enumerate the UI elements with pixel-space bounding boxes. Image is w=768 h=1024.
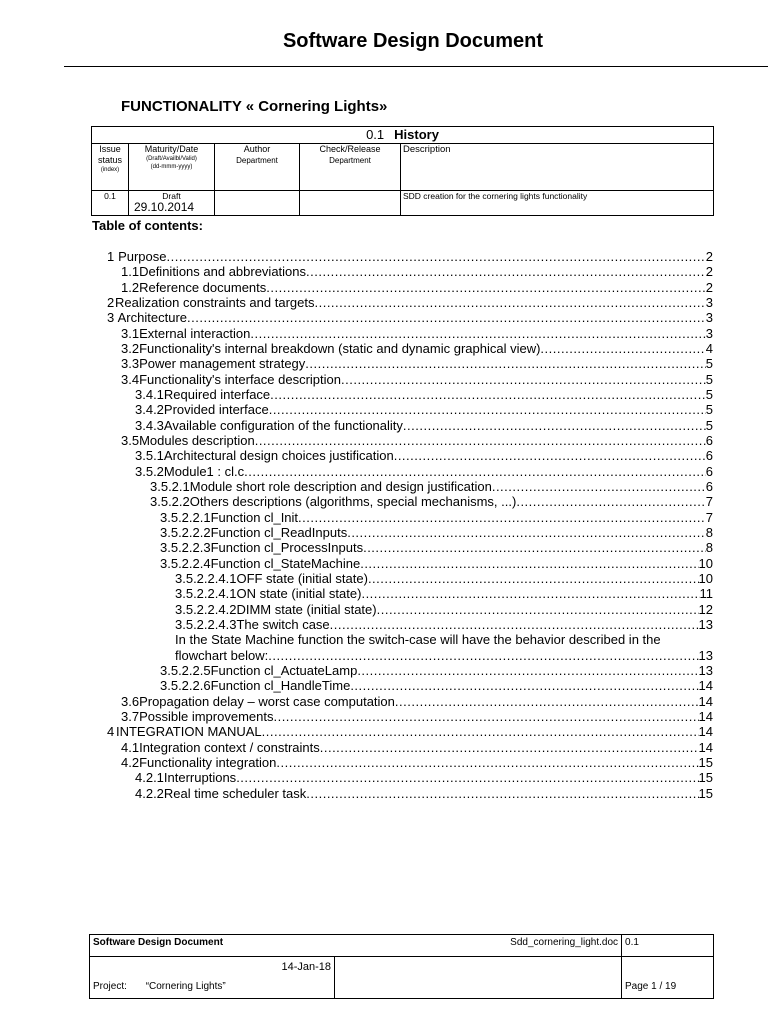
toc-entry-page: 13 (698, 616, 713, 632)
header-check-label: Check/Release (319, 144, 381, 154)
toc-leader-dots (236, 770, 698, 785)
toc-entry[interactable] (175, 571, 713, 586)
toc-entry-page: 5 (705, 402, 713, 418)
toc-entry-page: 13 (698, 647, 713, 663)
toc-entry-title: Definitions and abbreviations (139, 264, 307, 280)
toc-leader-dots (244, 464, 706, 479)
toc-leader-dots (394, 448, 706, 463)
toc-entry[interactable] (160, 540, 713, 555)
toc-entry-number: 3.5.2.2.6 (160, 678, 211, 694)
toc-entry[interactable] (160, 678, 713, 693)
toc-entry-number: 3.5.2.2.3 (160, 540, 211, 556)
toc-entry[interactable] (121, 356, 713, 371)
toc-leader-dots (360, 556, 698, 571)
toc-leader-dots (357, 663, 698, 678)
toc-entry-title: Required interface (163, 386, 271, 402)
toc-entry-number: 1 (107, 249, 115, 264)
toc-entry-page: 5 (705, 371, 713, 387)
toc-entry-title: Provided interface (163, 402, 269, 418)
header-maturity-sub2: (dd-mmm-yyyy) (150, 164, 193, 170)
toc-entry-page: 5 (705, 386, 713, 402)
toc-entry[interactable] (135, 418, 713, 433)
toc-entry[interactable] (121, 280, 713, 295)
toc-entry-number: 3.4 (121, 371, 140, 387)
toc-entry-title: Architecture (117, 310, 188, 326)
toc-leader-dots (187, 310, 706, 325)
toc-entry-page: 2 (705, 264, 713, 280)
row-description: SDD creation for the cornering lights functionality (401, 191, 714, 216)
header-check (300, 144, 401, 191)
toc-entry[interactable] (121, 755, 713, 770)
toc-entry-number: 3.5.2.2.4.1 (175, 570, 237, 586)
toc-entry[interactable] (121, 372, 713, 387)
toc-leader-dots (268, 648, 698, 663)
toc-entry-title: Architectural design choices justification (163, 448, 394, 464)
toc-entry-title: Function cl_Init (210, 509, 299, 525)
toc-entry-number: 3.6 (121, 693, 140, 709)
toc-entry-number: 3.5.2.2.4.2 (175, 601, 237, 617)
toc-leader-dots (305, 356, 705, 371)
toc-entry-number: 3.1 (121, 325, 140, 341)
toc-leader-dots (377, 602, 699, 617)
header-author-sub: Department (236, 156, 278, 165)
toc-entry-page: 3 (705, 325, 713, 341)
toc-entry-page: 2 (705, 249, 713, 264)
toc-entry[interactable] (135, 786, 713, 801)
toc-leader-dots (273, 709, 698, 724)
toc-entry-page: 10 (698, 570, 713, 586)
toc-entry-page: 4 (705, 340, 713, 356)
toc-leader-dots (341, 372, 706, 387)
toc-entry-title: OFF state (initial state) (236, 570, 368, 586)
toc-entry-page: 5 (705, 417, 713, 433)
toc-leader-dots (306, 786, 698, 801)
toc-entry-title: ON state (initial state) (236, 586, 362, 602)
header-issue-label: Issue status (97, 144, 122, 165)
toc-entry[interactable] (150, 494, 713, 509)
toc-leader-dots (361, 586, 699, 601)
toc-leader-dots (262, 724, 699, 739)
toc-leader-dots (492, 479, 706, 494)
toc-entry[interactable] (121, 740, 713, 755)
footer-page: Page 1 / 19 (622, 957, 714, 999)
footer-version: 0.1 (622, 935, 714, 957)
footer-title-cell (90, 935, 622, 957)
toc-entry-number: 3.5.2.2.2 (160, 524, 211, 540)
toc-entry[interactable] (107, 724, 713, 739)
toc-leader-dots (255, 433, 706, 448)
toc-entry-title: Module1 : cl.c (163, 463, 245, 479)
toc-entry-page: 15 (698, 754, 713, 770)
toc-entry-page: 11 (699, 586, 713, 602)
footer-filename: Sdd_cornering_light.doc (510, 937, 619, 948)
header-check-sub: Department (329, 156, 371, 165)
toc-entry-page: 14 (698, 693, 713, 709)
toc-entry-page: 7 (705, 509, 713, 525)
toc-entry-number: 4.2.2 (135, 785, 164, 801)
title-divider (64, 66, 768, 67)
toc-entry-title: Function cl_ActuateLamp (210, 662, 358, 678)
toc-leader-dots (306, 264, 706, 279)
toc-entry-page: 2 (705, 279, 713, 295)
header-maturity-sub1: (Draft/Availbl/Valid) (146, 156, 197, 162)
footer-empty-cell (335, 957, 622, 999)
toc-entry-number: 4.1 (121, 739, 140, 755)
toc-entry-number: 3.5 (121, 432, 140, 448)
toc-entry[interactable] (160, 510, 713, 525)
toc-entry-title: The switch case (236, 616, 330, 632)
toc-entry-title: Reference documents (139, 279, 267, 295)
toc-entry-page: 3 (705, 294, 713, 310)
header-issue-sub: (index) (100, 167, 120, 173)
toc-entry-title: flowchart below: (175, 647, 269, 663)
history-title-cell (92, 127, 714, 144)
toc-entry-number: 3.5.2.2.1 (160, 509, 211, 525)
toc-leader-dots (363, 540, 706, 555)
toc-leader-dots (266, 280, 706, 295)
toc-entry-page: 5 (705, 356, 713, 372)
row-author (215, 191, 300, 216)
header-description: Description (401, 144, 714, 191)
toc-entry[interactable] (175, 617, 713, 632)
toc-entry[interactable] (160, 525, 713, 540)
toc-entry[interactable] (135, 402, 713, 417)
toc-leader-dots (298, 510, 706, 525)
toc-entry-page: 3 (705, 310, 713, 326)
toc-entry-page: 14 (698, 739, 713, 755)
toc-entry-title: Module short role description and design justification (189, 478, 492, 494)
toc-entry-number: 3 (107, 310, 115, 326)
header-issue (92, 144, 129, 191)
toc-leader-dots (330, 617, 699, 632)
toc-leader-dots (314, 295, 705, 310)
toc-leader-dots (516, 494, 705, 509)
toc-entry-number: 3.5.2.2.4.3 (175, 616, 237, 632)
toc-entry-number: 3.5.2.2 (150, 494, 190, 510)
toc-entry-page: 13 (698, 662, 713, 678)
history-title: History (394, 127, 439, 142)
toc-entry-number: 3.5.2.2.4.1 (175, 586, 237, 602)
toc-leader-dots (368, 571, 699, 586)
row-issue: 0.1 (92, 191, 129, 216)
toc-leader-dots (320, 740, 699, 755)
toc-entry-number: 3.5.2 (135, 463, 164, 479)
history-number: 0.1 (366, 127, 385, 142)
toc-entry-number: 3.4.1 (135, 386, 164, 402)
toc-entry-title: Functionality's internal breakdown (static and dynamic graphical view) (139, 340, 541, 356)
toc-entry-page: 8 (705, 540, 713, 556)
toc-entry-title: Integration context / constraints (139, 739, 320, 755)
toc-entry[interactable] (160, 556, 713, 571)
document-title: Software Design Document (282, 30, 544, 52)
toc-entry-title: Modules description (139, 432, 255, 448)
header-author-label: Author (243, 144, 271, 154)
toc-entry[interactable] (150, 479, 713, 494)
toc-entry-page: 6 (705, 463, 713, 479)
toc-entry[interactable] (121, 326, 713, 341)
toc-entry[interactable] (121, 694, 713, 709)
toc-entry-page: 12 (698, 601, 713, 617)
row-maturity (129, 191, 215, 216)
toc-entry[interactable] (121, 433, 713, 448)
footer-table (89, 934, 714, 999)
toc-entry[interactable] (135, 387, 713, 402)
toc-entry[interactable] (121, 709, 713, 724)
toc-leader-dots (347, 525, 706, 540)
toc-leader-dots (166, 249, 705, 264)
footer-project-label: Project: (93, 981, 127, 992)
toc-paragraph-line (175, 632, 713, 647)
toc-entry-page: 14 (698, 708, 713, 724)
toc-entry-page: 6 (705, 432, 713, 448)
toc-entry-number: 3.5.1 (135, 448, 164, 464)
toc-entry-title: Purpose (118, 249, 167, 264)
toc-heading: Table of contents: (92, 218, 203, 233)
row-check (300, 191, 401, 216)
toc-entry-number: 2 (107, 294, 115, 310)
row-maturity-value: Draft (162, 191, 181, 201)
toc-entry-number: 3.2 (121, 340, 140, 356)
footer-date: 14-Jan-18 (281, 961, 331, 973)
toc-entry[interactable] (107, 310, 713, 325)
toc-entry-title: External interaction (139, 325, 251, 341)
toc-entry-number: 4.2 (121, 754, 140, 770)
toc-entry-number: 1.1 (121, 264, 140, 280)
toc-entry-number: 3.4.3 (135, 417, 164, 433)
toc-entry-page: 10 (698, 555, 713, 571)
toc-leader-dots (350, 678, 698, 693)
toc-entry-title: Functionality's interface description (139, 371, 341, 387)
toc-entry-title: Others descriptions (algorithms, special mechanisms, ...) (189, 494, 517, 510)
toc-entry-title: Function cl_HandleTime (210, 678, 351, 694)
toc-entry-title: Function cl_StateMachine (210, 555, 361, 571)
toc-entry[interactable] (160, 663, 713, 678)
toc-entry-number: 1.2 (121, 279, 140, 295)
toc-entry[interactable] (135, 464, 713, 479)
toc-entry-number: 3.3 (121, 356, 140, 372)
toc-leader-dots (403, 418, 706, 433)
toc-entry-title: In the State Machine function the switch-case will have the behavior described in the (175, 632, 661, 648)
toc-paragraph-line (175, 648, 713, 663)
toc-entry-page: 14 (698, 678, 713, 694)
footer-doc-title: Software Design Document (93, 937, 224, 948)
toc-entry-number: 3.4.2 (135, 402, 164, 418)
toc-leader-dots (269, 402, 706, 417)
header-author (215, 144, 300, 191)
header-maturity-label: Maturity/Date (144, 144, 199, 154)
toc-entry-title: Possible improvements (139, 708, 274, 724)
toc-leader-dots (270, 387, 706, 402)
toc-entry-title: Function cl_ReadInputs (210, 524, 348, 540)
toc-entry-title: Functionality integration (139, 754, 277, 770)
toc-entry[interactable] (135, 770, 713, 785)
toc-entry-page: 14 (698, 724, 713, 740)
toc-entry-number: 3.7 (121, 708, 140, 724)
toc-entry-title: Function cl_ProcessInputs (210, 540, 364, 556)
toc-entry-page: 15 (698, 770, 713, 786)
toc-entry-number: 3.5.2.1 (150, 478, 190, 494)
toc-entry-title: Interruptions (163, 770, 237, 786)
toc-entry-page: 6 (705, 448, 713, 464)
toc-entry-number: 3.5.2.2.4 (160, 555, 211, 571)
toc-entry[interactable] (107, 295, 713, 310)
toc-entry[interactable] (107, 249, 713, 264)
toc-entry-number: 4.2.1 (135, 770, 164, 786)
toc-entry-title: Available configuration of the functionality (163, 417, 403, 433)
toc-entry[interactable] (135, 448, 713, 463)
toc-entry-title: Realization constraints and targets (115, 294, 315, 310)
toc-entry-number: 4 (107, 724, 115, 740)
toc-entry[interactable] (121, 341, 713, 356)
toc-entry-title: Real time scheduler task (163, 785, 307, 801)
toc-entry-page: 7 (705, 494, 713, 510)
footer-project-cell (90, 957, 335, 999)
toc-entry[interactable] (175, 586, 713, 601)
toc-entry[interactable] (175, 602, 713, 617)
toc-leader-dots (276, 755, 698, 770)
toc-entry-title: INTEGRATION MANUAL (115, 724, 262, 740)
header-maturity (129, 144, 215, 191)
toc-leader-dots (395, 694, 699, 709)
toc-entry-title: DIMM state (initial state) (236, 601, 377, 617)
toc-leader-dots (540, 341, 705, 356)
history-table (91, 126, 714, 216)
toc-entry-page: 8 (705, 524, 713, 540)
row-date: 29.10.2014 (134, 200, 195, 214)
toc-entry-title: Propagation delay – worst case computation (139, 693, 395, 709)
toc-entry[interactable] (121, 264, 713, 279)
toc-entry-page: 15 (698, 785, 713, 801)
functionality-title: FUNCTIONALITY « Cornering Lights» (121, 98, 388, 115)
toc-entry-page: 6 (705, 478, 713, 494)
toc-leader-dots (250, 326, 705, 341)
footer-project-name: “Cornering Lights” (145, 981, 226, 992)
toc-entry-title: Power management strategy (139, 356, 306, 372)
toc-entry-number: 3.5.2.2.5 (160, 662, 211, 678)
